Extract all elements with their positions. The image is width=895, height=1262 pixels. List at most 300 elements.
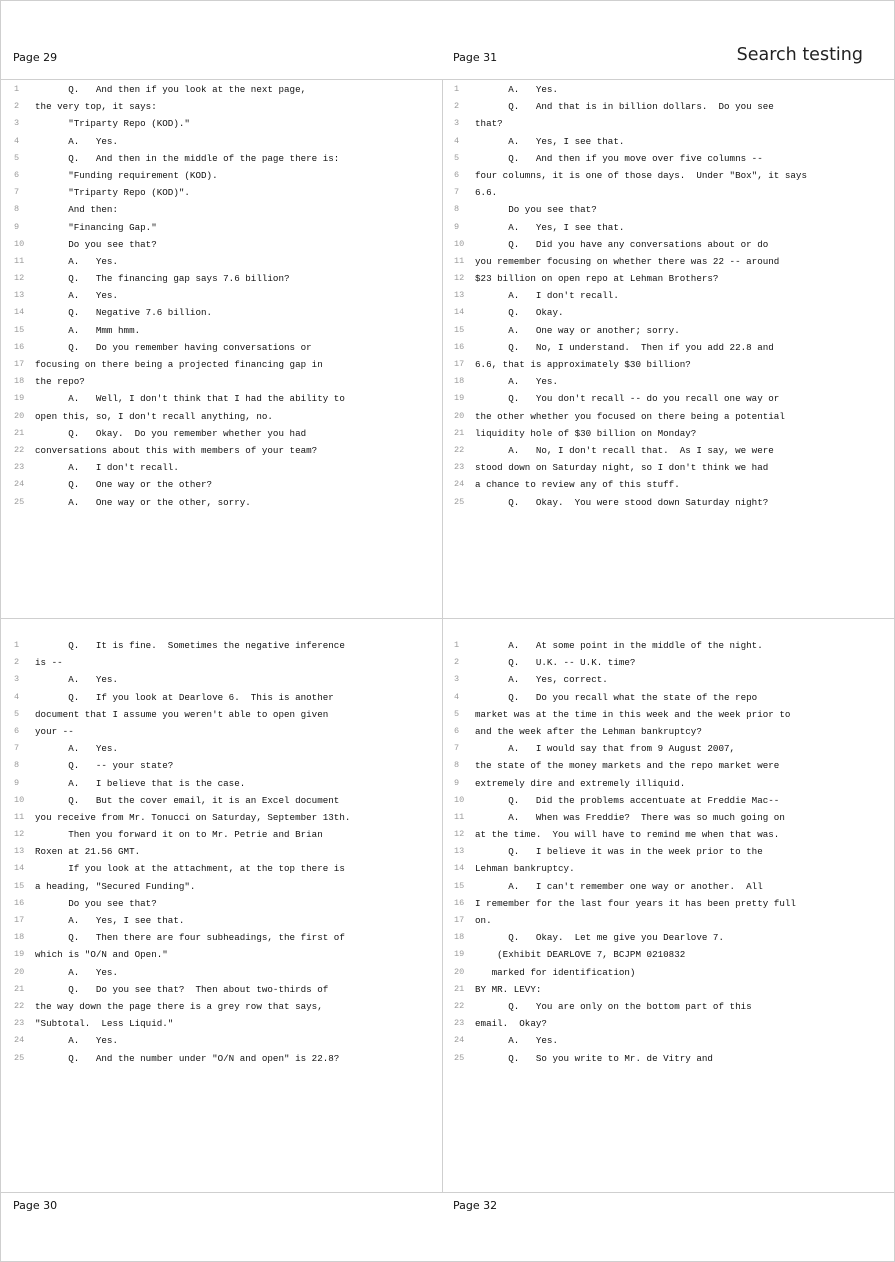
page-31-transcript: [454, 81, 884, 511]
transcript-line: [14, 390, 444, 407]
transcript-line: [454, 878, 884, 895]
line-number: 21: [454, 427, 465, 438]
line-number: 4: [14, 135, 20, 146]
line-number: 25: [454, 1052, 465, 1063]
transcript-line: [454, 287, 884, 304]
line-number: 13: [14, 846, 25, 857]
line-number: 9: [14, 777, 20, 788]
line-number: 24: [454, 1035, 465, 1046]
line-number: 23: [14, 1018, 25, 1029]
line-number: 5: [14, 152, 20, 163]
line-text: Q. One way or the other?: [35, 479, 213, 491]
line-text: A. Yes.: [35, 135, 119, 147]
line-text: market was at the time in this week and the week prior to: [475, 708, 791, 720]
line-text: at the time. You will have to remind me when that was.: [475, 829, 780, 841]
transcript-line: [14, 946, 444, 963]
line-number: 3: [14, 674, 20, 685]
line-text: A. Yes.: [35, 674, 119, 686]
header-divider: [1, 79, 894, 80]
line-text: the state of the money markets and the repo market were: [475, 760, 780, 772]
line-number: 16: [454, 897, 465, 908]
line-text: A. I would say that from 9 August 2007,: [475, 743, 736, 755]
transcript-line: [14, 723, 444, 740]
line-text: A. Yes.: [475, 84, 559, 95]
transcript-line: [454, 236, 884, 253]
line-text: A. Well, I don't think that I had the ability to: [35, 393, 345, 405]
line-text: A. No, I don't recall that. As I say, we were: [475, 444, 774, 456]
line-number: 12: [14, 829, 25, 840]
line-number: 12: [14, 273, 25, 284]
line-number: 19: [14, 949, 25, 960]
line-number: 12: [454, 829, 465, 840]
transcript-line: [454, 442, 884, 459]
line-text: A. Yes.: [35, 966, 119, 978]
transcript-line: [454, 304, 884, 321]
transcript-line: [14, 964, 444, 981]
line-text: 6.6, that is approximately $30 billion?: [475, 359, 691, 370]
line-text: Do you see that?: [475, 204, 597, 216]
transcript-line: [14, 1032, 444, 1049]
transcript-line: [14, 860, 444, 877]
line-number: 15: [14, 880, 25, 891]
line-number: 21: [14, 427, 25, 438]
line-text: Q. It is fine. Sometimes the negative inference: [35, 640, 345, 651]
line-text: A. I don't recall.: [35, 462, 179, 474]
line-text: Q. And then in the middle of the page there is:: [35, 152, 340, 164]
line-text: "Financing Gap.": [35, 221, 157, 233]
transcript-line: [454, 167, 884, 184]
line-text: Q. U.K. -- U.K. time?: [475, 657, 636, 669]
line-text: "Triparty Repo (KOD).": [35, 118, 190, 130]
line-text: Q. You don't recall -- do you recall one way or: [475, 393, 780, 405]
line-text: A. I don't recall.: [475, 290, 619, 302]
transcript-line: [14, 201, 444, 218]
transcript-line: [14, 339, 444, 356]
line-number: 2: [454, 101, 460, 112]
transcript-line: [14, 843, 444, 860]
transcript-line: [454, 895, 884, 912]
line-text: "Triparty Repo (KOD)".: [35, 187, 190, 199]
line-number: 16: [14, 341, 25, 352]
transcript-line: [454, 476, 884, 493]
line-text: Q. Did the problems accentuate at Freddie Mac--: [475, 794, 780, 806]
line-number: 22: [14, 444, 25, 455]
line-text: extremely dire and extremely illiquid.: [475, 777, 686, 789]
transcript-line: [454, 98, 884, 115]
transcript-line: [14, 757, 444, 774]
line-number: 6: [14, 725, 20, 736]
line-number: 23: [454, 1018, 465, 1029]
line-text: Q. Then there are four subheadings, the first of: [35, 932, 345, 944]
line-number: 17: [14, 915, 25, 925]
line-text: (Exhibit DEARLOVE 7, BCJPM 0210832: [475, 949, 686, 961]
line-text: open this, so, I don't recall anything, no.: [35, 410, 273, 422]
line-number: 23: [454, 462, 465, 473]
transcript-line: [454, 706, 884, 723]
line-text: Q. Okay. You were stood down Saturday night?: [475, 496, 769, 508]
line-text: Q. Do you remember having conversations or: [35, 341, 312, 353]
transcript-line: [454, 81, 884, 98]
transcript-line: [14, 792, 444, 809]
line-number: 20: [454, 410, 465, 421]
transcript-line: [14, 408, 444, 425]
transcript-line: [454, 809, 884, 826]
line-number: 14: [454, 863, 465, 874]
line-number: 13: [14, 290, 25, 301]
transcript-line: [14, 115, 444, 132]
line-text: the very top, it says:: [35, 101, 157, 113]
line-text: If you look at the attachment, at the top there is: [35, 863, 345, 875]
line-text: BY MR. LEVY:: [475, 983, 542, 995]
line-text: Q. Did you have any conversations about or do: [475, 238, 769, 250]
transcript-line: [14, 775, 444, 792]
line-text: Q. Do you see that? Then about two-thirds of: [35, 983, 329, 995]
transcript-line: [14, 740, 444, 757]
transcript-line: [14, 98, 444, 115]
transcript-line: [454, 671, 884, 688]
transcript-line: [454, 219, 884, 236]
transcript-line: [14, 809, 444, 826]
line-number: 4: [454, 135, 460, 146]
line-number: 18: [454, 932, 465, 943]
line-number: 19: [454, 393, 465, 404]
line-text: A. At some point in the middle of the night.: [475, 640, 763, 651]
line-text: Q. Okay. Let me give you Dearlove 7.: [475, 932, 725, 944]
line-number: 17: [14, 359, 25, 369]
line-number: 11: [14, 255, 25, 266]
transcript-line: [454, 425, 884, 442]
line-text: Roxen at 21.56 GMT.: [35, 846, 141, 858]
page-32-label: Page 32: [453, 1199, 498, 1212]
line-number: 8: [14, 204, 20, 215]
transcript-line: [454, 792, 884, 809]
transcript-line: [14, 895, 444, 912]
line-number: 18: [14, 932, 25, 943]
line-text: your --: [35, 725, 74, 737]
line-text: A. Yes, I see that.: [475, 221, 625, 233]
line-number: 1: [14, 84, 20, 94]
line-number: 10: [454, 794, 465, 805]
line-text: A. I believe that is the case.: [35, 777, 246, 789]
line-number: 14: [454, 307, 465, 318]
transcript-line: [454, 964, 884, 981]
line-text: Q. Okay.: [475, 307, 564, 319]
line-text: Q. So you write to Mr. de Vitry and: [475, 1052, 713, 1064]
line-number: 15: [14, 324, 25, 335]
line-text: the other whether you focused on there being a potential: [475, 410, 785, 422]
transcript-line: [454, 201, 884, 218]
transcript-line: [454, 740, 884, 757]
line-text: A. Yes.: [35, 290, 119, 302]
line-text: Q. And the number under "O/N and open" is 22.8?: [35, 1052, 340, 1064]
line-number: 7: [14, 743, 20, 754]
transcript-line: [454, 775, 884, 792]
line-text: and the week after the Lehman bankruptcy?: [475, 725, 702, 737]
line-number: 11: [454, 811, 465, 822]
transcript-line: [14, 236, 444, 253]
transcript-line: [14, 826, 444, 843]
transcript-line: [454, 150, 884, 167]
transcript-line: [454, 373, 884, 390]
line-number: 25: [14, 1052, 25, 1063]
line-number: 2: [454, 657, 460, 668]
transcript-line: [454, 637, 884, 654]
line-text: A. One way or another; sorry.: [475, 324, 680, 336]
transcript-line: [14, 654, 444, 671]
page-30-label: Page 30: [13, 1199, 58, 1212]
line-text: Do you see that?: [35, 897, 157, 909]
line-text: Q. No, I understand. Then if you add 22.8 and: [475, 341, 774, 353]
line-text: A. Yes.: [475, 1035, 559, 1047]
transcript-line: [454, 1015, 884, 1032]
transcript-line: [454, 408, 884, 425]
transcript-line: [14, 356, 444, 373]
line-number: 9: [14, 221, 20, 232]
line-text: document that I assume you weren't able to open given: [35, 708, 329, 720]
transcript-line: [454, 322, 884, 339]
line-text: Q. You are only on the bottom part of this: [475, 1000, 752, 1012]
transcript-line: [14, 81, 444, 98]
line-number: 14: [14, 307, 25, 318]
line-number: 3: [454, 118, 460, 129]
line-text: "Funding requirement (KOD).: [35, 169, 218, 181]
line-number: 3: [14, 118, 20, 129]
line-number: 25: [454, 496, 465, 507]
line-text: A. When was Freddie? There was so much going on: [475, 811, 785, 823]
transcript-line: [14, 637, 444, 654]
line-text: conversations about this with members of your team?: [35, 444, 318, 456]
transcript-line: [454, 459, 884, 476]
line-number: 1: [454, 84, 460, 94]
line-text: on.: [475, 915, 492, 926]
transcript-line: [454, 1050, 884, 1067]
line-number: 5: [454, 152, 460, 163]
line-number: 1: [454, 640, 460, 650]
line-number: 18: [14, 376, 25, 387]
transcript-line: [454, 689, 884, 706]
transcript-line: [14, 304, 444, 321]
line-text: you receive from Mr. Tonucci on Saturday, September 13th.: [35, 811, 351, 823]
line-text: Q. And then if you move over five columns --: [475, 152, 763, 164]
line-number: 10: [454, 238, 465, 249]
line-number: 23: [14, 462, 25, 473]
middle-divider: [1, 618, 894, 619]
line-number: 17: [454, 359, 465, 369]
transcript-line: [14, 442, 444, 459]
line-text: you remember focusing on whether there was 22 -- around: [475, 255, 780, 267]
transcript-line: [14, 322, 444, 339]
line-text: $23 billion on open repo at Lehman Brothers?: [475, 273, 719, 285]
line-number: 2: [14, 657, 20, 668]
line-text: "Subtotal. Less Liquid.": [35, 1018, 174, 1030]
line-text: email. Okay?: [475, 1018, 547, 1030]
line-text: Q. Okay. Do you remember whether you had: [35, 427, 307, 439]
line-number: 24: [454, 479, 465, 490]
line-text: A. Yes, I see that.: [475, 135, 625, 147]
page-31-label: Page 31: [453, 51, 498, 64]
transcript-line: [14, 912, 444, 929]
line-number: 2: [14, 101, 20, 112]
line-number: 6: [454, 169, 460, 180]
line-number: 10: [14, 794, 25, 805]
line-text: which is "O/N and Open.": [35, 949, 168, 961]
line-text: A. Yes.: [475, 376, 559, 388]
transcript-line: [14, 998, 444, 1015]
line-number: 24: [14, 1035, 25, 1046]
line-text: Do you see that?: [35, 238, 157, 250]
line-text: Q. And that is in billion dollars. Do you see: [475, 101, 774, 113]
line-number: 25: [14, 496, 25, 507]
line-text: Lehman bankruptcy.: [475, 863, 575, 875]
transcript-line: [14, 184, 444, 201]
line-number: 18: [454, 376, 465, 387]
line-number: 8: [454, 760, 460, 771]
line-number: 4: [14, 691, 20, 702]
transcript-line: [14, 373, 444, 390]
line-number: 16: [454, 341, 465, 352]
line-number: 10: [14, 238, 25, 249]
line-text: I remember for the last four years it has been pretty full: [475, 897, 796, 909]
line-text: A. Yes, I see that.: [35, 915, 185, 926]
transcript-line: [454, 946, 884, 963]
line-text: Q. -- your state?: [35, 760, 174, 772]
transcript-line: [14, 671, 444, 688]
line-text: Q. And then if you look at the next page,: [35, 84, 307, 95]
line-text: 6.6.: [475, 187, 498, 199]
line-number: 21: [14, 983, 25, 994]
line-number: 1: [14, 640, 20, 650]
transcript-line: [14, 150, 444, 167]
line-number: 15: [454, 324, 465, 335]
transcript-line: [454, 1032, 884, 1049]
line-text: four columns, it is one of those days. Under "Box", it says: [475, 169, 808, 181]
transcript-line: [14, 929, 444, 946]
line-number: 24: [14, 479, 25, 490]
line-number: 11: [14, 811, 25, 822]
line-number: 20: [14, 410, 25, 421]
footer-divider: [1, 1192, 894, 1193]
transcript-line: [454, 654, 884, 671]
transcript-line: [14, 706, 444, 723]
transcript-line: [454, 998, 884, 1015]
line-number: 22: [454, 444, 465, 455]
transcript-line: [454, 912, 884, 929]
transcript-line: [454, 270, 884, 287]
line-text: A. Mmm hmm.: [35, 324, 141, 336]
transcript-line: [454, 390, 884, 407]
transcript-line: [14, 253, 444, 270]
line-number: 17: [454, 915, 465, 925]
line-text: Then you forward it on to Mr. Petrie and Brian: [35, 829, 323, 841]
transcript-line: [454, 723, 884, 740]
transcript-line: [454, 115, 884, 132]
line-number: 20: [14, 966, 25, 977]
line-number: 7: [454, 187, 460, 198]
line-number: 9: [454, 777, 460, 788]
transcript-line: [14, 1050, 444, 1067]
line-number: 22: [454, 1000, 465, 1011]
line-number: 6: [14, 169, 20, 180]
transcript-line: [454, 929, 884, 946]
line-text: is --: [35, 657, 63, 669]
line-text: A. Yes.: [35, 743, 119, 755]
transcript-line: [454, 757, 884, 774]
line-number: 8: [454, 204, 460, 215]
transcript-line: [454, 826, 884, 843]
transcript-line: [14, 1015, 444, 1032]
transcript-line: [454, 494, 884, 511]
transcript-line: [454, 981, 884, 998]
line-text: the way down the page there is a grey row that says,: [35, 1000, 323, 1012]
transcript-line: [14, 459, 444, 476]
line-text: liquidity hole of $30 billion on Monday?: [475, 427, 697, 439]
line-text: A. One way or the other, sorry.: [35, 496, 251, 508]
line-text: Q. Negative 7.6 billion.: [35, 307, 213, 319]
line-text: A. Yes.: [35, 255, 119, 267]
line-text: And then:: [35, 204, 119, 216]
page-29-transcript: [14, 81, 444, 511]
transcript-line: [454, 133, 884, 150]
line-text: Q. But the cover email, it is an Excel document: [35, 794, 340, 806]
transcript-line: [454, 843, 884, 860]
transcript-line: [14, 167, 444, 184]
line-number: 13: [454, 290, 465, 301]
line-number: 19: [14, 393, 25, 404]
transcript-line: [14, 425, 444, 442]
line-text: A. I can't remember one way or another. All: [475, 880, 763, 892]
line-number: 20: [454, 966, 465, 977]
line-text: Q. The financing gap says 7.6 billion?: [35, 273, 290, 285]
line-text: stood down on Saturday night, so I don't think we had: [475, 462, 769, 474]
line-number: 9: [454, 221, 460, 232]
line-number: 8: [14, 760, 20, 771]
line-number: 6: [454, 725, 460, 736]
line-number: 3: [454, 674, 460, 685]
transcript-line: [454, 339, 884, 356]
line-number: 19: [454, 949, 465, 960]
transcript-line: [14, 476, 444, 493]
transcript-line: [14, 133, 444, 150]
line-number: 5: [454, 708, 460, 719]
line-number: 14: [14, 863, 25, 874]
transcript-line: [14, 287, 444, 304]
transcript-line: [14, 219, 444, 236]
line-number: 12: [454, 273, 465, 284]
transcript-line: [14, 689, 444, 706]
transcript-line: [14, 494, 444, 511]
line-text: Q. Do you recall what the state of the repo: [475, 691, 758, 703]
page-32-transcript: [454, 637, 884, 1067]
line-text: focusing on there being a projected financing gap in: [35, 359, 323, 370]
line-number: 11: [454, 255, 465, 266]
line-text: a chance to review any of this stuff.: [475, 479, 680, 491]
line-number: 15: [454, 880, 465, 891]
transcript-line: [454, 356, 884, 373]
line-text: Q. I believe it was in the week prior to the: [475, 846, 763, 858]
line-text: a heading, "Secured Funding".: [35, 880, 196, 892]
transcript-line: [14, 981, 444, 998]
transcript-line: [454, 860, 884, 877]
line-number: 16: [14, 897, 25, 908]
transcript-line: [454, 184, 884, 201]
page-30-transcript: [14, 637, 444, 1067]
transcript-line: [14, 270, 444, 287]
line-number: 7: [14, 187, 20, 198]
line-number: 13: [454, 846, 465, 857]
transcript-line: [14, 878, 444, 895]
line-text: A. Yes, correct.: [475, 674, 608, 686]
line-text: the repo?: [35, 376, 85, 388]
